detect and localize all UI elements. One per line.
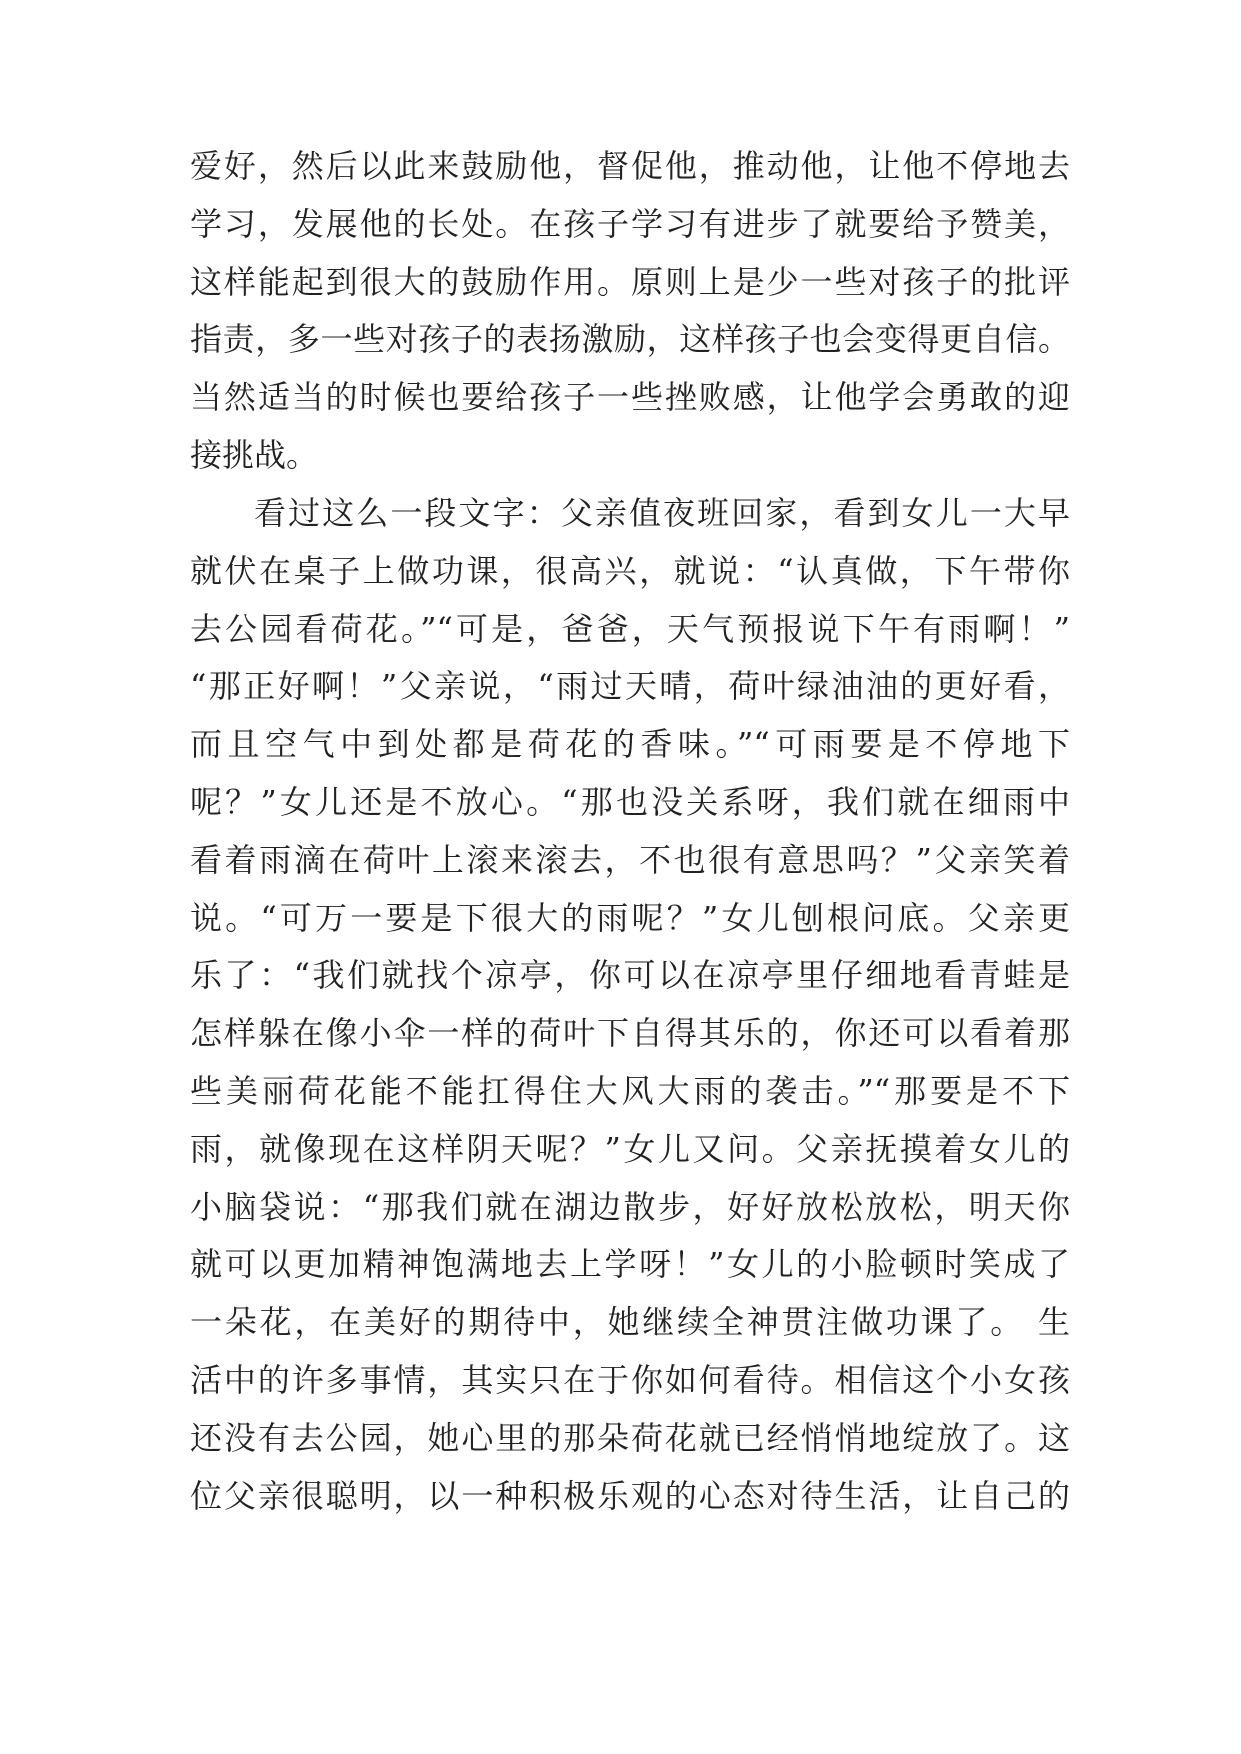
text-line: 说。“可万一要是下很大的雨呢？”女儿刨根问底。父亲更	[190, 898, 1070, 937]
text-line: “那正好啊！”父亲说，“雨过天晴，荷叶绿油油的更好看，	[190, 667, 1070, 706]
text-line: 看着雨滴在荷叶上滚来滚去，不也很有意思吗？”父亲笑着	[190, 840, 1070, 879]
text-line: 就可以更加精神饱满地去上学呀！”女儿的小脸顿时笑成了	[190, 1245, 1070, 1284]
text-line: 而且空气中到处都是荷花的香味。”“可雨要是不停地下	[190, 725, 1070, 764]
text-line: 去公园看荷花。”“可是，爸爸，天气预报说下午有雨啊！”	[190, 609, 1070, 648]
paragraph-story	[190, 485, 1070, 1525]
text-line: 这样能起到很大的鼓励作用。原则上是少一些对孩子的批评	[190, 262, 1070, 301]
text-line: 一朵花，在美好的期待中，她继续全神贯注做功课了。 生	[190, 1303, 1070, 1342]
text-line: 活中的许多事情，其实只在于你如何看待。相信这个小女孩	[190, 1360, 1070, 1399]
text-line: 爱好，然后以此来鼓励他，督促他，推动他，让他不停地去	[190, 147, 1070, 185]
paragraph-continued	[190, 138, 1070, 485]
text-line: 些美丽荷花能不能扛得住大风大雨的袭击。”“那要是不下	[190, 1071, 1070, 1110]
text-line: 小脑袋说：“那我们就在湖边散步，好好放松放松，明天你	[190, 1187, 1070, 1226]
text-line: 就伏在桌子上做功课，很高兴，就说：“认真做，下午带你	[190, 551, 1070, 590]
text-line: 怎样躲在像小伞一样的荷叶下自得其乐的，你还可以看着那	[190, 1014, 1070, 1053]
text-line: 呢？”女儿还是不放心。“那也没关系呀，我们就在细雨中	[190, 782, 1070, 821]
text-line: 学习，发展他的长处。在孩子学习有进步了就要给予赞美，	[190, 204, 1070, 243]
text-line: 雨，就像现在这样阴天呢？”女儿又问。父亲抚摸着女儿的	[190, 1129, 1070, 1168]
text-line: 乐了：“我们就找个凉亭，你可以在凉亭里仔细地看青蛙是	[190, 956, 1070, 995]
text-line: 位父亲很聪明，以一种积极乐观的心态对待生活，让自己的	[190, 1476, 1070, 1515]
text-line: 看过这么一段文字：父亲值夜班回家，看到女儿一大早	[254, 494, 1070, 532]
text-line: 指责，多一些对孩子的表扬激励，这样孩子也会变得更自信。	[190, 320, 1070, 359]
text-line: 接挑战。	[190, 435, 319, 474]
text-line: 当然适当的时候也要给孩子一些挫败感，让他学会勇敢的迎	[190, 378, 1070, 417]
text-line: 还没有去公园，她心里的那朵荷花就已经悄悄地绽放了。这	[190, 1418, 1070, 1457]
